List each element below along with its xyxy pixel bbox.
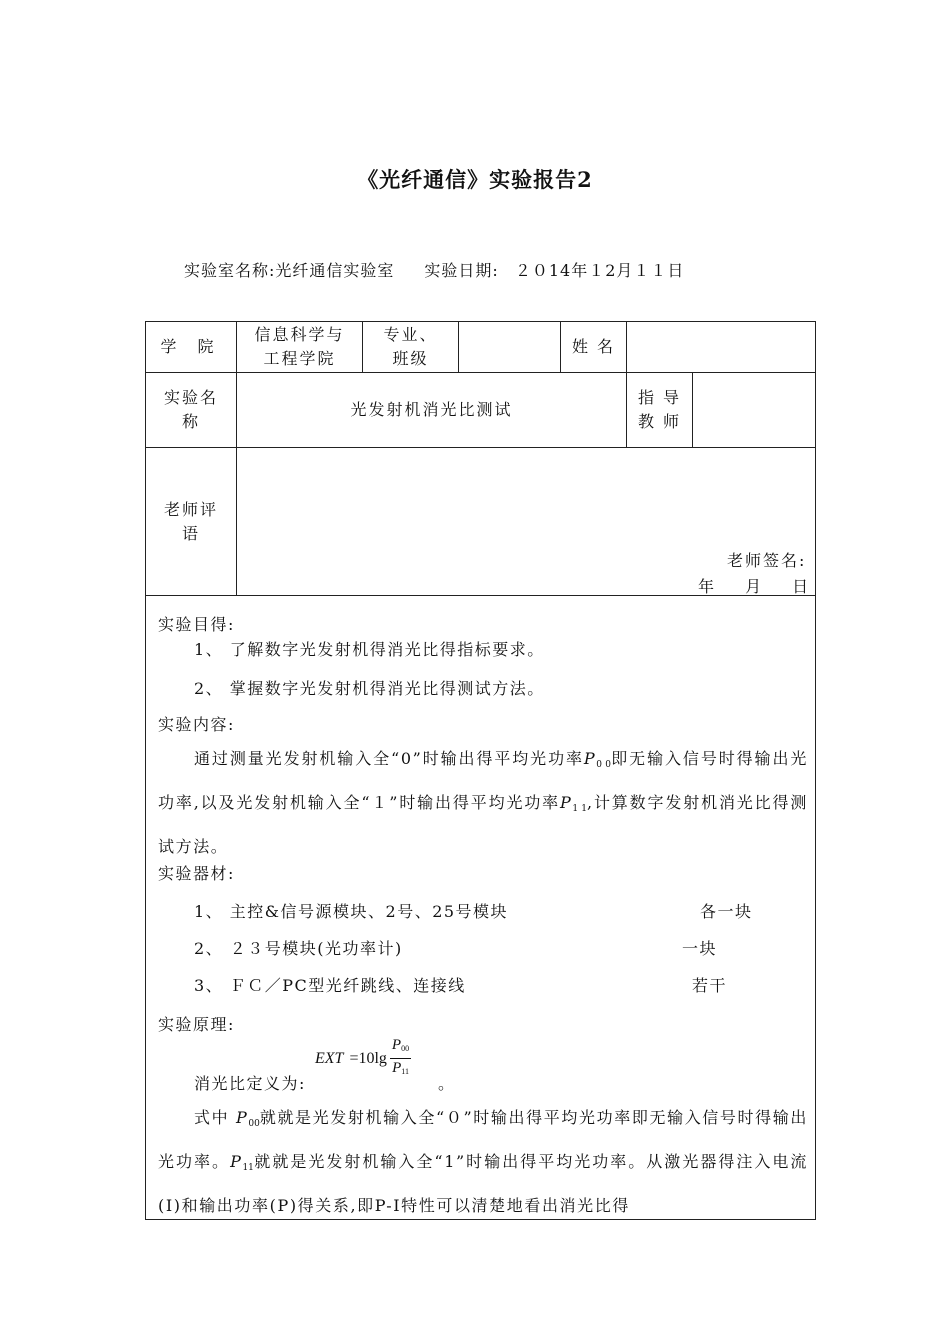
principle-text-c: 就就是光发射机输入全“1”时输出得平均光功率。从激光器得注入电流(Ⅰ)和输出功率(P)得关系,即P-I特性可以清楚地看出消光比得 [158,1152,808,1215]
content-text-c: ,计算数字发射机消光比得测试方法。 [158,793,808,856]
content-text-b: 即无输入信号时得输出光功率,以及光发射机输入全“１”时输出得平均光功率 [158,749,808,812]
formula-eq: =10lg [349,1049,387,1067]
principle-p11-subscript: 11 [242,1163,254,1173]
name-value[interactable] [627,322,815,372]
principle-p00-subscript: 00 [248,1119,260,1129]
purpose-item-1: 1、 了解数字光发射机得消光比得指标要求。 [194,640,545,659]
formula-fraction [390,1036,411,1081]
equipment-item: 3、 ＦＣ／PC型光纤跳线、连接线 [194,976,466,995]
principle-paragraph [158,1099,808,1225]
signature-label: 老师签名: [727,551,807,570]
signature-date: 年 月 日 [698,577,811,596]
instructor-value[interactable] [693,373,815,447]
principle-text-a: 式中 [194,1108,230,1127]
p00-subscript: 0 0 [596,760,611,770]
comment-label: 老师评语 [164,499,219,543]
lab-name: 光纤通信实验室 [275,261,395,280]
purpose-item-2: 2、 掌握数字光发射机得消光比得测试方法。 [194,679,545,698]
lab-info-line [184,258,684,281]
equipment-qty: 若干 [692,976,728,995]
major-label: 专业、班级 [383,325,438,368]
college-value: 信息科学与工程学院 [254,325,345,368]
formula-numerator: P [391,1037,402,1053]
purpose-heading: 实验目得: [158,615,235,634]
content-heading: 实验内容: [158,715,235,734]
content-paragraph [158,740,808,866]
name-label: 姓 名 [571,337,616,356]
instructor-label: 指 导 教 师 [637,388,682,431]
date-value: ２０14年１2月１１日 [514,261,685,280]
formula-denominator-sub: 11 [401,1067,409,1076]
date-label: 实验日期: [424,261,499,280]
comment-area[interactable] [237,448,815,543]
equipment-item: 2、 ２３号模块(光功率计) [194,939,403,958]
principle-heading: 实验原理: [158,1015,235,1034]
principle-text-b: 就就是光发射机输入全“０”时输出得平均光功率即无输入信号时得输出光功率。 [158,1108,809,1171]
formula-lhs: EXT [315,1049,344,1067]
page-title: 《光纤通信》实验报告2 [357,167,593,192]
lab-label: 实验室名称: [184,261,276,280]
p11-subscript: 1 1 [572,804,587,814]
content-text-a: 通过测量光发射机输入全“0”时输出得平均光功率 [194,749,584,768]
equipment-qty: 各一块 [700,902,753,921]
major-value[interactable] [459,322,560,372]
principle-p11-symbol: P [230,1152,243,1171]
experiment-name-value: 光发射机消光比测试 [350,400,513,419]
formula-numerator-sub: 00 [401,1044,410,1053]
definition-label: 消光比定义为: [194,1074,306,1093]
equipment-heading: 实验器材: [158,864,235,883]
definition-end: 。 [438,1074,456,1093]
experiment-name-label: 实验名称 [164,388,219,431]
p11-symbol: P [560,793,573,812]
p00-symbol: P [583,749,597,768]
extinction-ratio-formula [315,1036,411,1081]
college-label: 学 院 [160,337,222,356]
formula-denominator: P [392,1060,402,1076]
equipment-item: 1、 主控&信号源模块、2号、25号模块 [194,902,509,921]
equipment-qty: 一块 [682,939,718,958]
principle-p00-symbol: P [235,1108,249,1127]
